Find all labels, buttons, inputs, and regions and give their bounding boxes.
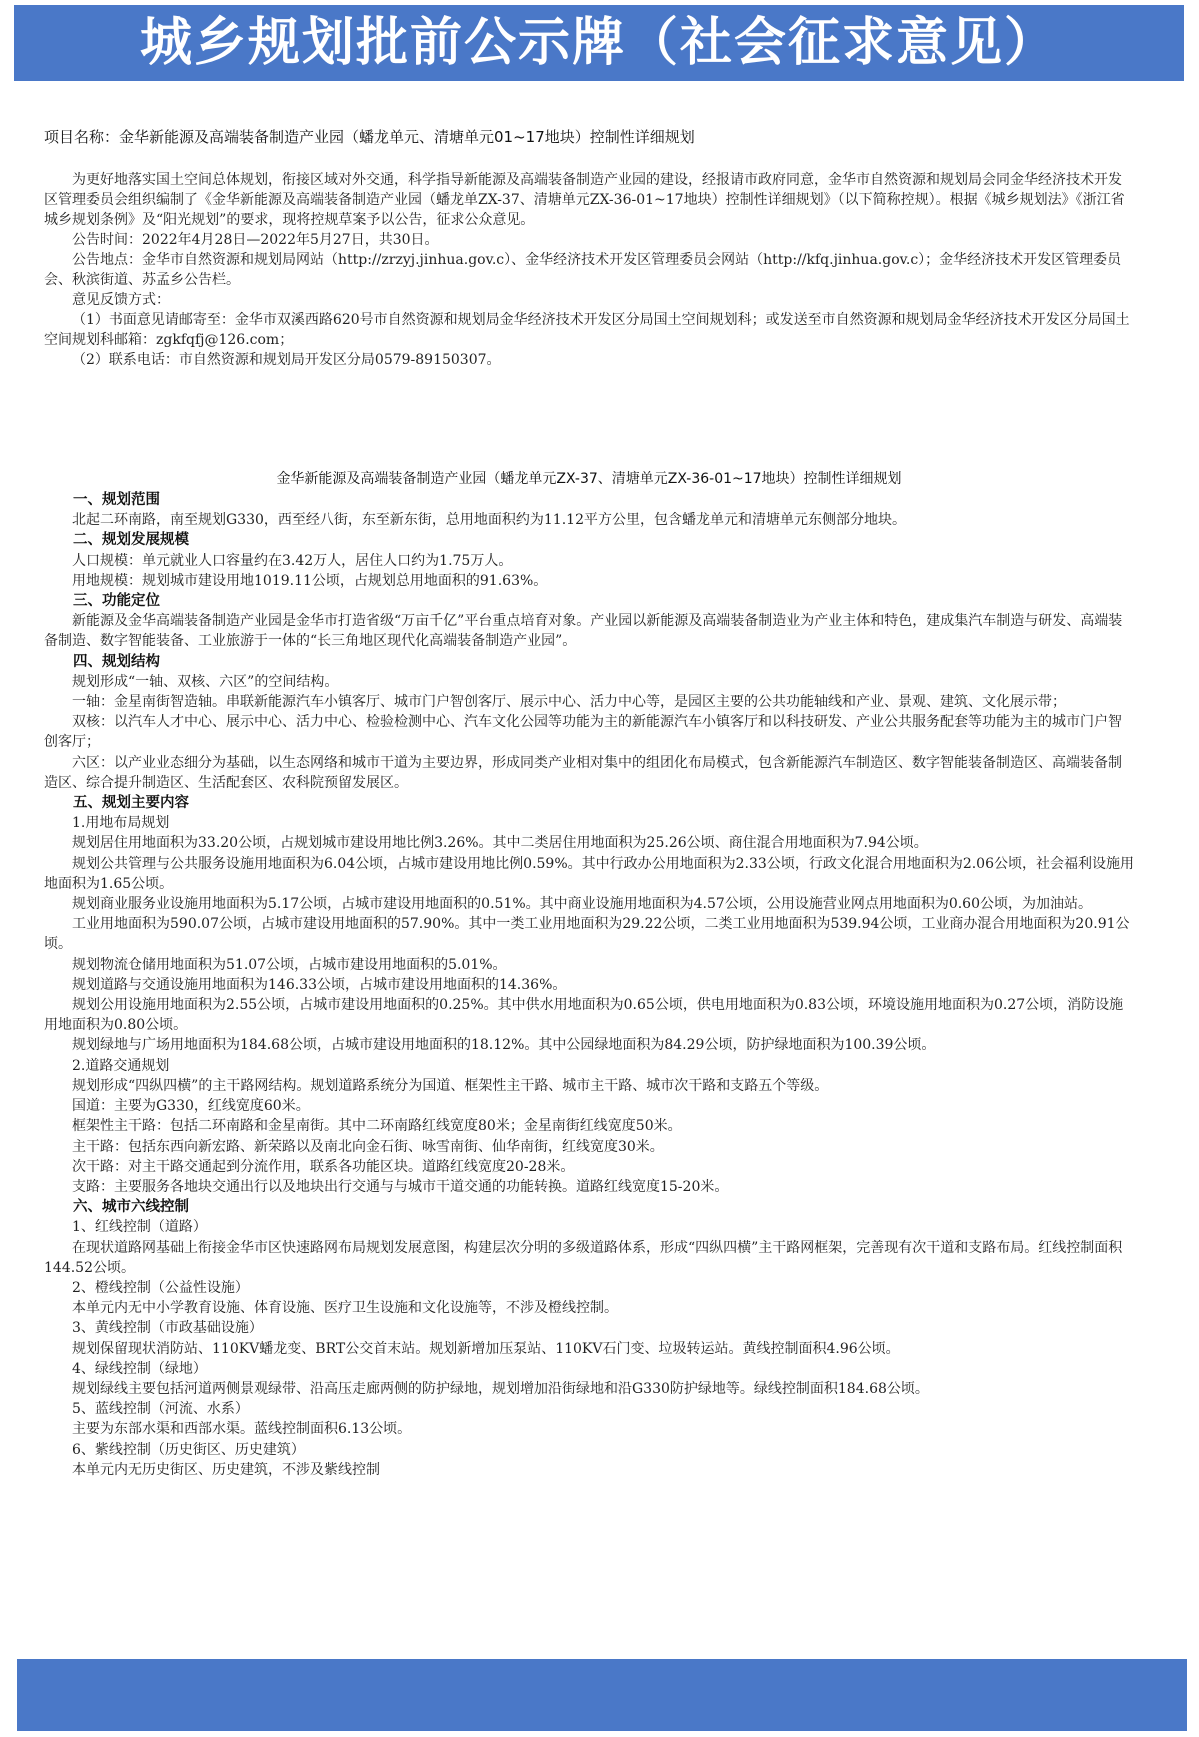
sub-heading: 2.道路交通规划 [72, 1057, 170, 1074]
document-body [44, 490, 1134, 1480]
paragraph: 规划形成“四纵四横”的主干路网结构。规划道路系统分为国道、框架性主干路、城市主干路、城市次干路和支路五个等级。 [72, 1077, 829, 1094]
paragraph: 在现状道路网基础上衔接金华市区快速路网布局规划发展意图，构建层次分明的多级道路体系，形成“四纵四横”主干路网框架，完善现有次干道和支路布局。红线控制面积144.52公顷。 [44, 1239, 1123, 1276]
sub-heading: 1、红线控制（道路） [72, 1219, 207, 1236]
paragraph: 六区：以产业业态细分为基础，以生态网络和城市干道为主要边界，形成同类产业相对集中的组团化布局模式，包含新能源汽车制造区、数字智能装备制造区、高端装备制造区、综合提升制造区、生活配套区、农科院预留发展区。 [44, 754, 1122, 791]
sub-heading: 5、蓝线控制（河流、水系） [72, 1401, 249, 1418]
paragraph: 规划道路与交通设施用地面积为146.33公顷，占城市建设用地面积的14.36%。 [72, 976, 567, 993]
section-heading: 二、规划发展规模 [73, 532, 189, 549]
paragraph: 框架性主干路：包括二环南路和金星南街。其中二环南路红线宽度80米；金星南街红线宽度50米。 [72, 1118, 682, 1135]
paragraph: 新能源及金华高端装备制造产业园是金华市打造省级“万亩千亿”平台重点培育对象。产业园以新能源及高端装备制造业为产业主体和特色，建成集汽车制造与研发、高端装备制造、数字智能装备、工业旅游于一体的“长三角地区现代化高端装备制造产业园”。 [44, 613, 1123, 650]
paragraph: 工业用地面积为590.07公顷，占城市建设用地面积的57.90%。其中一类工业用地面积为29.22公顷，二类工业用地面积为539.94公顷，工业商办混合用地面积为20.91公顷。 [44, 916, 1130, 953]
paragraph: 规划绿线主要包括河道两侧景观绿带、沿高压走廊两侧的防护绿地，规划增加沿街绿地和沿G330防护绿地等。绿线控制面积184.68公顷。 [72, 1380, 929, 1397]
notice-section [44, 170, 1134, 370]
section-heading: 五、规划主要内容 [73, 795, 189, 812]
paragraph: 规划绿地与广场用地面积为184.68公顷，占城市建设用地面积的18.12%。其中公园绿地面积为84.29公顷，防护绿地面积为100.39公顷。 [72, 1037, 936, 1054]
paragraph: 主要为东部水渠和西部水渠。蓝线控制面积6.13公顷。 [72, 1421, 412, 1438]
paragraph: 本单元内无中小学教育设施、体育设施、医疗卫生设施和文化设施等，不涉及橙线控制。 [72, 1300, 618, 1317]
notice-feedback-label: 意见反馈方式： [72, 292, 170, 308]
document-title: 金华新能源及高端装备制造产业园（蟠龙单元ZX-37、清塘单元ZX-36-01~17地块）控制性详细规划 [276, 471, 902, 487]
paragraph: 规划商业服务业设施用地面积为5.17公顷，占城市建设用地面积的0.51%。其中商业设施用地面积为4.57公顷，公用设施营业网点用地面积为0.60公顷，为加油站。 [72, 896, 1092, 913]
sub-heading: 1.用地布局规划 [72, 815, 170, 832]
notice-time: 公告时间：2022年4月28日—2022年5月27日，共30日。 [72, 232, 439, 248]
paragraph: 支路：主要服务各地块交通出行以及地块出行交通与与城市干道交通的功能转换。道路红线宽度15-20米。 [72, 1178, 729, 1195]
paragraph: 国道：主要为G330，红线宽度60米。 [72, 1098, 310, 1115]
notice-feedback-mail: （1）书面意见请邮寄至：金华市双溪西路620号市自然资源和规划局金华经济技术开发区分局国土空间规划科；或发送至市自然资源和规划局金华经济技术开发区分局国土空间规划科邮箱：zgkfqfj@126.com； [44, 312, 1130, 348]
paragraph: 规划公用设施用地面积为2.55公顷，占城市建设用地面积的0.25%。其中供水用地面积为0.65公顷，供电用地面积为0.83公顷，环境设施用地面积为0.27公顷，消防设施用地面积为0.80公顷。 [44, 997, 1124, 1034]
paragraph: 规划物流仓储用地面积为51.07公顷，占城市建设用地面积的5.01%。 [72, 956, 507, 973]
section-heading: 六、城市六线控制 [73, 1199, 189, 1216]
sub-heading: 3、黄线控制（市政基础设施） [72, 1320, 263, 1337]
notice-intro: 为更好地落实国土空间总体规划，衔接区域对外交通，科学指导新能源及高端装备制造产业园的建设，经报请市政府同意，金华市自然资源和规划局会同金华经济技术开发区管理委员会组织编制了《金华新能源及高端装备制造产业园（蟠龙单ZX-37、清塘单元ZX-36-01~17地块）控制性详细规划》（以下简称控规）。根据《城乡规划法》《浙江省城乡规划条例》及“阳光规划”的要求，现将控规草案予以公告，征求公众意见。 [44, 172, 1125, 228]
paragraph: 主干路：包括东西向新宏路、新荣路以及南北向金石街、咏雪南街、仙华南街，红线宽度30米。 [72, 1138, 664, 1155]
banner-title: 城乡规划批前公示牌（社会征求意见） [14, 5, 1184, 81]
paragraph: 北起二环南路，南至规划G330，西至经八街，东至新东街，总用地面积约为11.12平方公里，包含蟠龙单元和清塘单元东侧部分地块。 [72, 512, 906, 529]
paragraph: 次干路：对主干路交通起到分流作用，联系各功能区块。道路红线宽度20-28米。 [72, 1158, 575, 1175]
paragraph: 用地规模：规划城市建设用地1019.11公顷，占规划总用地面积的91.63%。 [72, 572, 548, 589]
section-heading: 四、规划结构 [73, 653, 160, 670]
footer-bar [17, 1659, 1187, 1731]
paragraph: 双核：以汽车人才中心、展示中心、活力中心、检验检测中心、汽车文化公园等功能为主的新能源汽车小镇客厅和以科技研发、产业公共服务配套等功能为主的城市门户智创客厅； [44, 714, 1122, 751]
sub-heading: 4、绿线控制（绿地） [72, 1360, 207, 1377]
notice-feedback-phone: （2）联系电话：市自然资源和规划局开发区分局0579-89150307。 [72, 352, 501, 368]
project-name: 项目名称：金华新能源及高端装备制造产业园（蟠龙单元、清塘单元01~17地块）控制性详细规划 [44, 128, 695, 146]
section-heading: 三、功能定位 [73, 593, 160, 610]
paragraph: 规划公共管理与公共服务设施用地面积为6.04公顷，占城市建设用地比例0.59%。其中行政办公用地面积为2.33公顷，行政文化混合用地面积为2.06公顷，社会福利设施用地面积为1.65公顷。 [44, 855, 1134, 892]
paragraph: 规划保留现状消防站、110KV蟠龙变、BRT公交首末站。规划新增加压泵站、110KV石门变、垃圾转运站。黄线控制面积4.96公顷。 [72, 1340, 900, 1357]
notice-place: 公告地点：金华市自然资源和规划局网站（http://zrzyj.jinhua.gov.c）、金华经济技术开发区管理委员会网站（http://kfq.jinhua.gov.c）；金华经济技术开发区管理委员会、秋滨街道、苏孟乡公告栏。 [44, 252, 1122, 288]
paragraph: 本单元内无历史街区、历史建筑，不涉及紫线控制 [72, 1461, 380, 1478]
sub-heading: 6、紫线控制（历史街区、历史建筑） [72, 1441, 305, 1458]
paragraph: 一轴：金星南街智造轴。串联新能源汽车小镇客厅、城市门户智创客厅、展示中心、活力中心等，是园区主要的公共功能轴线和产业、景观、建筑、文化展示带； [72, 694, 1066, 711]
sub-heading: 2、橙线控制（公益性设施） [72, 1279, 249, 1296]
paragraph: 规划形成“一轴、双核、六区”的空间结构。 [72, 673, 339, 690]
section-heading: 一、规划范围 [73, 492, 160, 508]
paragraph: 人口规模：单元就业人口容量约在3.42万人，居住人口约为1.75万人。 [72, 552, 513, 569]
paragraph: 规划居住用地面积为33.20公顷，占规划城市建设用地比例3.26%。其中二类居住用地面积为25.26公顷、商住混合用地面积为7.94公顷。 [72, 835, 928, 852]
